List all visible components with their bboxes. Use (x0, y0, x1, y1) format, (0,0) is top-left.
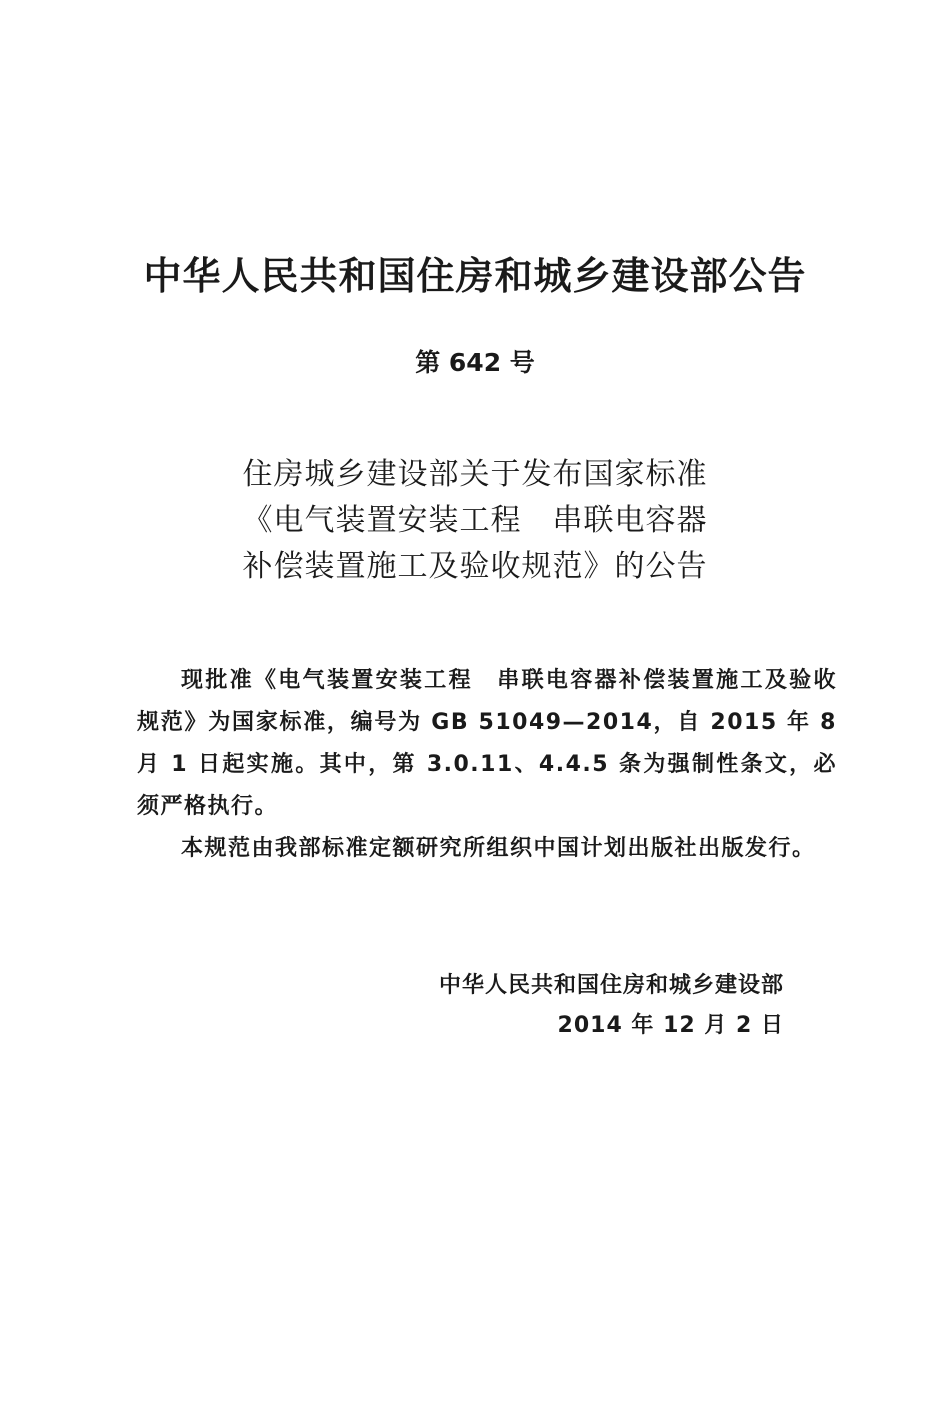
subject-line-3: 补偿装置施工及验收规范》的公告 (242, 549, 708, 584)
announcement-body (137, 660, 837, 870)
announcement-number: 第 642 号 (415, 348, 535, 377)
body-paragraph-2: 本规范由我部标准定额研究所组织中国计划出版社出版发行。 (181, 836, 816, 861)
signature-date: 2014 年 12 月 2 日 (557, 1013, 784, 1038)
body-paragraph-1: 现批准《电气装置安装工程 串联电容器补偿装置施工及验收规范》为国家标准，编号为 GB 51049—2014，自 2015 年 8 月 1 日起实施。其中，第 3.0.11、4.4.5 条为强制性条文，必须严格执行。 (137, 668, 837, 819)
signature-block (439, 966, 784, 1046)
subject-line-2: 《电气装置安装工程 串联电容器 (242, 503, 708, 538)
announcement-subject (0, 452, 950, 590)
signature-organization: 中华人民共和国住房和城乡建设部 (438, 973, 784, 998)
subject-line-1: 住房城乡建设部关于发布国家标准 (242, 457, 708, 492)
announcement-title: 中华人民共和国住房和城乡建设部公告 (143, 254, 807, 298)
